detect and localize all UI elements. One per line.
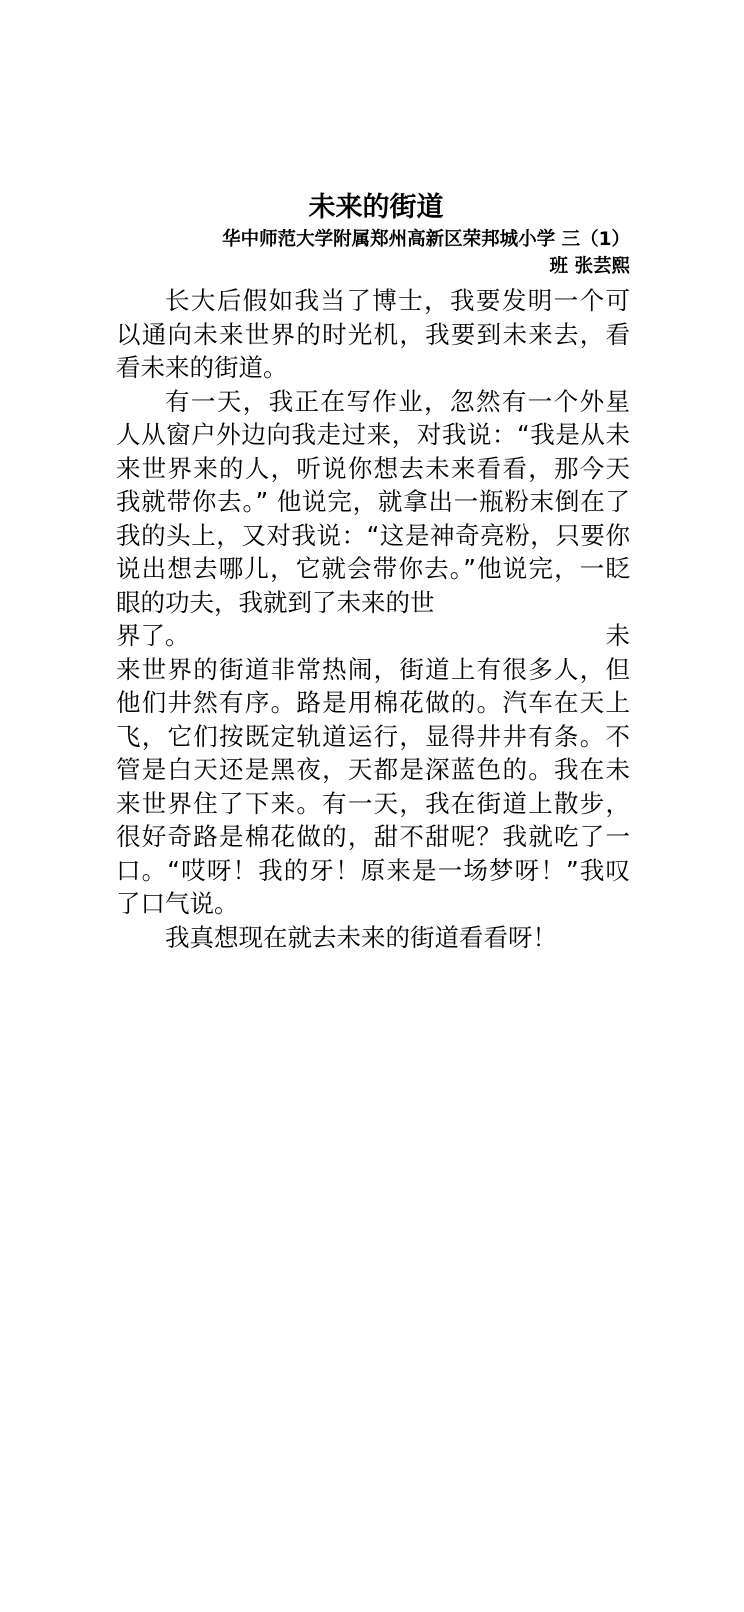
paragraph-2-line-break — [116, 619, 630, 653]
paragraph-2: 有一天，我正在写作业，忽然有一个外星人从窗户外边向我走过来，对我说：“我是从未来世界来的人，听说你想去未来看看，那今天我就带你去。” 他说完，就拿出一瓶粉末倒在了我的头上，又对我说：“这是神奇亮粉，只要你说出想去哪儿，它就会带你去。”他说完，一眨眼的功夫，我就到了未来的世 — [116, 386, 630, 617]
essay-body — [116, 284, 630, 954]
author-byline — [138, 226, 630, 280]
paragraph-3: 我真想现在就去未来的街道看看呀！ — [165, 922, 557, 952]
essay-document — [116, 190, 630, 954]
paragraph-1: 长大后假如我当了博士，我要发明一个可以通向未来世界的时光机，我要到未来去，看看未来的街道。 — [116, 286, 630, 382]
byline-class-author: 班 张芸熙 — [549, 256, 630, 277]
paragraph-2-continued: 来世界的街道非常热闹，街道上有很多人，但他们井然有序。路是用棉花做的。汽车在天上飞，它们按既定轨道运行，显得井井有条。不管是白天还是黑夜，天都是深蓝色的。我在未来世界住了下来。有一天，我在街道上散步，很好奇路是棉花做的，甜不甜呢？我就吃了一口。“哎呀！我的牙！原来是一场梦呀！”我叹了口气说。 — [116, 654, 630, 918]
essay-title: 未来的街道 — [308, 192, 444, 223]
byline-school: 华中师范大学附属郑州高新区荣邦城小学 三（1） — [222, 229, 630, 250]
paragraph-2-line-end: 界了。 — [116, 621, 190, 650]
paragraph-2-line-start: 未 — [605, 621, 630, 650]
